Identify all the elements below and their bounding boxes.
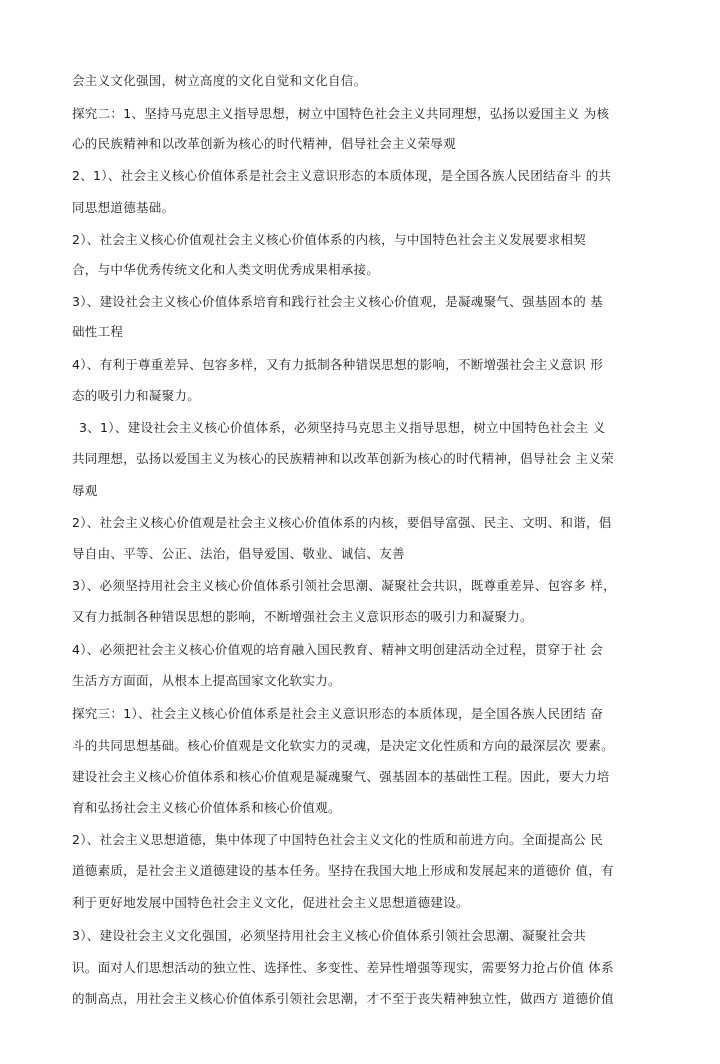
text-line: 3、1）、建设社会主义核心价值体系，必须坚持马克思主义指导思想，树立中国特色社会主 义 [79,420,606,435]
text-line: 3）、建设社会主义文化强国，必须坚持用社会主义核心价值体系引领社会思潮、凝聚社会共 [72,928,587,943]
text-line: 探究三：1）、社会主义核心价值体系是社会主义意识形态的本质体现，是全国各族人民团结 奋 [72,706,604,721]
text-line: 斗的共同思想基础。核心价值观是文化软实力的灵魂，是决定文化性质和方向的最深层次 要素。 [72,738,614,753]
text-line: 会主义文化强国，树立高度的文化自觉和文化自信。 [72,73,367,88]
text-line: 建设社会主义核心价值体系和核心价值观是凝魂聚气、强基固本的基础性工程。因此，要大力培 [72,769,610,784]
text-line: 4）、必须把社会主义核心价值观的培育融入国民教育、精神文明创建活动全过程，贯穿于社 会 [72,642,604,657]
text-line: 3）、必须坚持用社会主义核心价值体系引领社会思潮、凝聚社会共识，既尊重差异、包容多 样， [72,578,616,593]
text-line: 2）、社会主义核心价值观是社会主义核心价值体系的内核，要倡导富强、民主、文明、和谐，倡 [72,515,612,530]
text-line: 生活方方面面，从根本上提高国家文化软实力。 [72,673,341,688]
text-line: 心的民族精神和以改革创新为核心的时代精神，倡导社会主义荣辱观 [72,136,457,151]
text-line: 的制高点，用社会主义核心价值体系引领社会思潮，才不至于丧失精神独立性，做西方 道德价值 [72,991,614,1006]
text-line: 合，与中华优秀传统文化和人类文明优秀成果相承接。 [72,262,380,277]
text-line: 识。面对人们思想活动的独立性、选择性、多变性、差异性增强等现实，需要努力抢占价值 体系 [72,960,614,975]
text-line: 2、1）、社会主义核心价值体系是社会主义意识形态的本质体现，是全国各族人民团结奋斗 的共 [72,168,612,183]
text-line: 道德素质，是社会主义道德建设的基本任务。坚持在我国大地上形成和发展起来的道德价 值，有 [72,863,614,878]
text-line: 4）、有利于尊重差异、包容多样，又有力抵制各种错误思想的影响，不断增强社会主义意识 形 [72,357,604,372]
text-line: 共同理想，弘扬以爱国主义为核心的民族精神和以改革创新为核心的时代精神，倡导社会 主义荣 [72,451,614,466]
text-line: 利于更好地发展中国特色社会主义文化，促进社会主义思想道德建设。 [72,895,469,910]
text-line: 3）、建设社会主义核心价值体系培育和践行社会主义核心价值观，是凝魂聚气、强基固本的 基 [72,294,604,309]
text-line: 辱观 [72,483,98,498]
text-line: 础性工程 [72,324,124,339]
text-line: 2）、社会主义核心价值观社会主义核心价值体系的内核，与中国特色社会主义发展要求相契 [72,232,587,247]
text-line: 探究二：1、坚持马克思主义指导思想，树立中国特色社会主义共同理想，弘扬以爱国主义 为核 [72,106,610,121]
text-line: 同思想道德基础。 [72,200,175,215]
text-line: 又有力抵制各种错误思想的影响，不断增强社会主义意识形态的吸引力和凝聚力。 [72,609,533,624]
text-line: 育和弘扬社会主义核心价值体系和核心价值观。 [72,800,341,815]
text-line: 2）、社会主义思想道德，集中体现了中国特色社会主义文化的性质和前进方向。全面提高公 民 [72,832,604,847]
text-line: 态的吸引力和凝聚力。 [72,388,201,403]
text-line: 导自由、平等、公正、法治，倡导爱国、敬业、诚信、友善 [72,546,405,561]
